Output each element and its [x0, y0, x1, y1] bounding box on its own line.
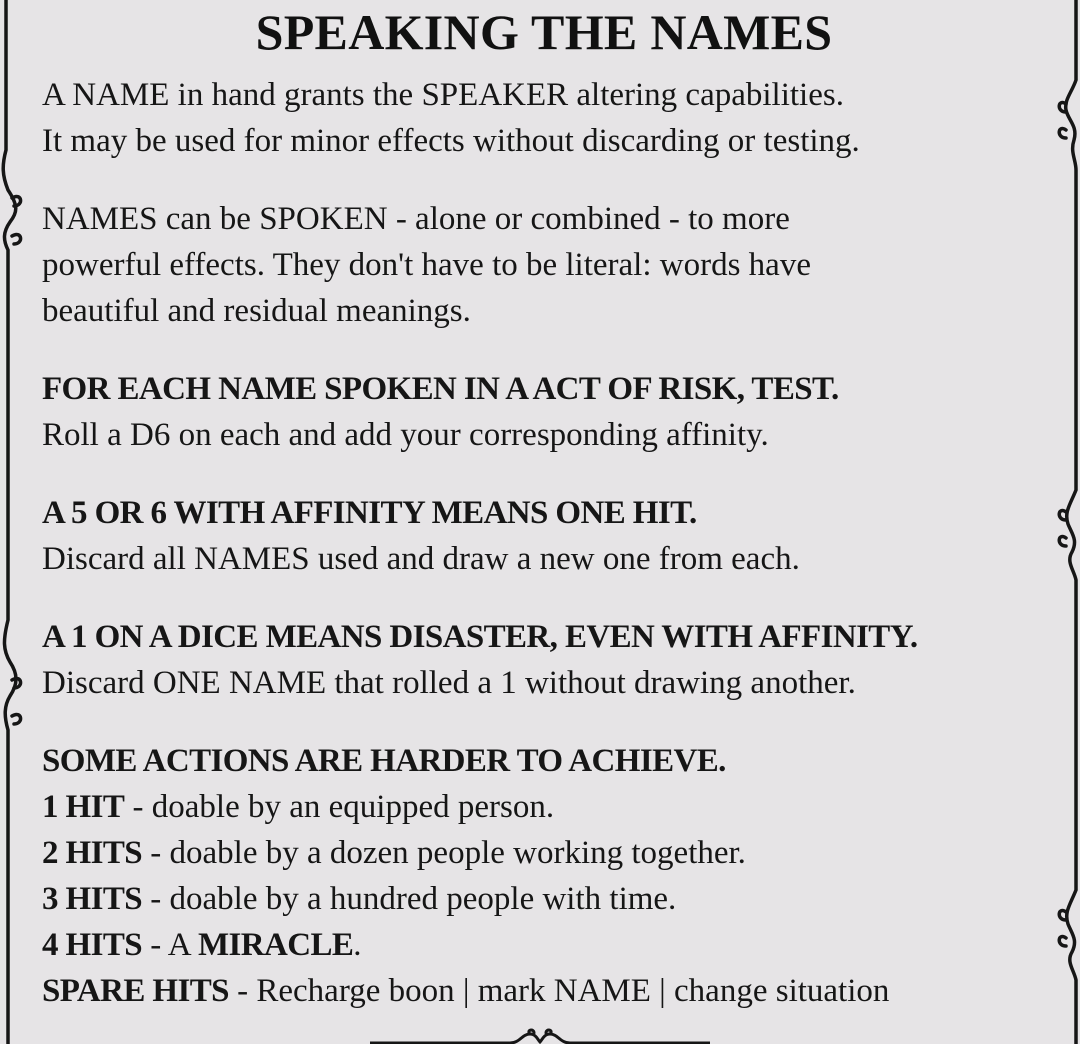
difficulty-label: 1 HIT [42, 789, 125, 825]
speaking-line-2: powerful effects. They don't have to be literal: words have [42, 247, 811, 283]
intro-paragraph [42, 72, 1052, 164]
disaster-section [42, 614, 1052, 706]
disaster-text: Discard ONE NAME that rolled a 1 without drawing another. [42, 665, 856, 701]
difficulty-text: - A [142, 927, 198, 963]
test-section [42, 366, 1052, 458]
disaster-heading: A 1 ON A DICE MEANS DISASTER, EVEN WITH AFFINITY. [42, 619, 918, 655]
bottom-flourish-ornament [370, 1028, 710, 1044]
difficulty-label: 4 HITS [42, 927, 143, 963]
rules-body [42, 72, 1052, 1014]
hit-heading: A 5 OR 6 WITH AFFINITY MEANS ONE HIT. [42, 495, 697, 531]
intro-line-2: It may be used for minor effects without discarding or testing. [42, 123, 860, 159]
hit-text: Discard all NAMES used and draw a new one from each. [42, 541, 800, 577]
difficulty-tail: . [353, 927, 362, 963]
left-scroll-border-ornament [3, 0, 20, 1044]
difficulty-row [42, 784, 1052, 830]
page-title: SPEAKING THE NAMES [255, 4, 833, 60]
speaking-line-1: NAMES can be SPOKEN - alone or combined - to more [42, 201, 790, 237]
difficulty-text: - doable by a dozen people working together. [142, 835, 746, 871]
difficulty-row [42, 968, 1052, 1014]
difficulty-text: - doable by an equipped person. [124, 789, 555, 825]
miracle-emphasis: MIRACLE [197, 927, 354, 963]
difficulty-label: SPARE HITS [42, 973, 229, 1009]
speaking-line-3: beautiful and residual meanings. [42, 293, 471, 329]
test-heading: FOR EACH NAME SPOKEN IN A ACT OF RISK, TEST. [42, 371, 839, 407]
difficulty-section [42, 738, 1052, 1014]
difficulty-heading: SOME ACTIONS ARE HARDER TO ACHIEVE. [42, 743, 726, 779]
test-text: Roll a D6 on each and add your corresponding affinity. [42, 417, 769, 453]
intro-line-1: A NAME in hand grants the SPEAKER altering capabilities. [42, 77, 844, 113]
difficulty-row [42, 830, 1052, 876]
speaking-paragraph [42, 196, 1052, 334]
difficulty-text: - Recharge boon | mark NAME | change situation [228, 973, 890, 1009]
difficulty-label: 3 HITS [42, 881, 143, 917]
difficulty-row [42, 922, 1052, 968]
difficulty-label: 2 HITS [42, 835, 143, 871]
right-scroll-border-ornament [1059, 0, 1076, 1044]
hit-section [42, 490, 1052, 582]
difficulty-text: - doable by a hundred people with time. [142, 881, 677, 917]
difficulty-row [42, 876, 1052, 922]
